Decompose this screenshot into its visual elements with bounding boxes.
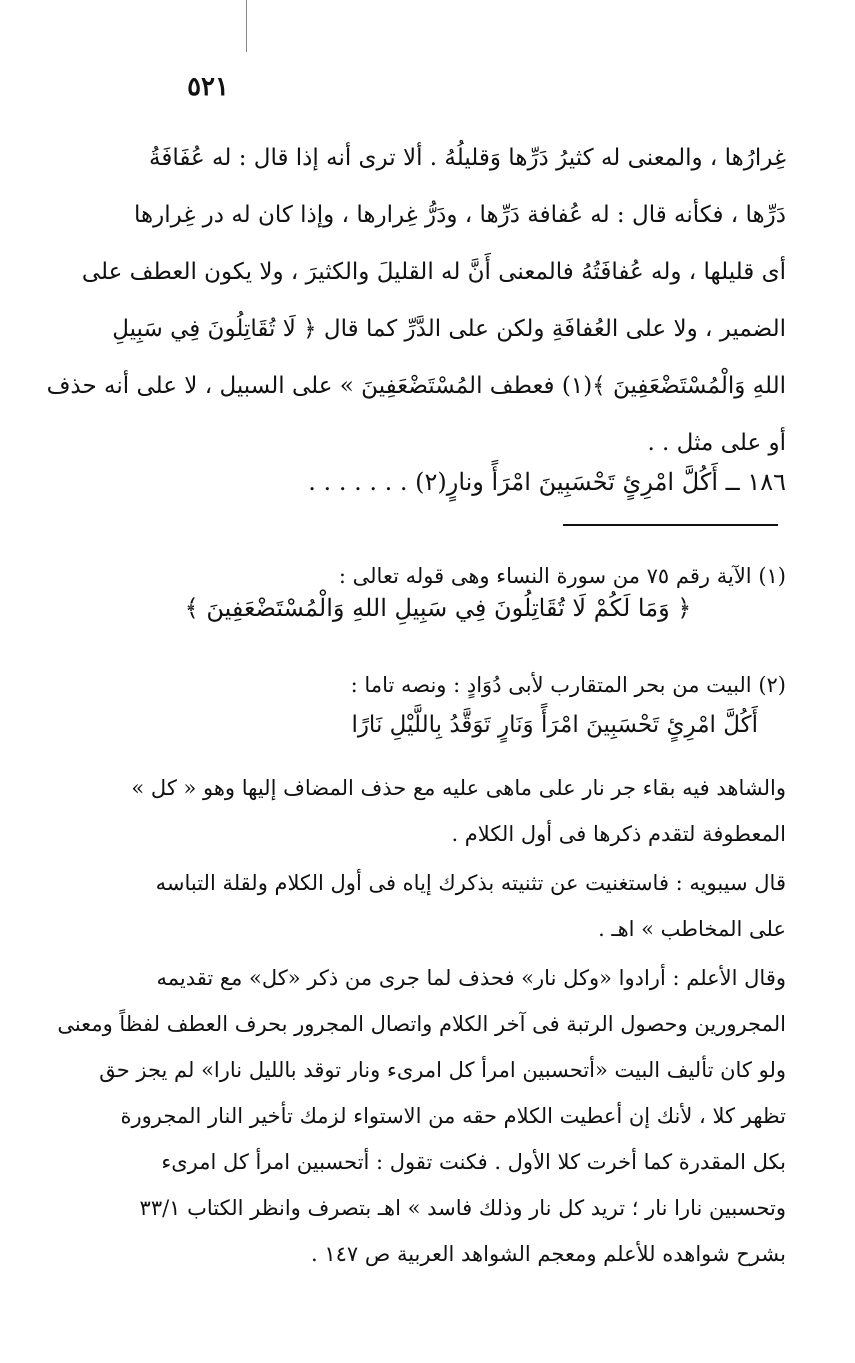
footnote-2-intro: (٢) البيت من بحر المتقارب لأبى دُوَادٍ : ونصه تاما : [350, 673, 786, 697]
footnote-line: والشاهد فيه بقاء جر نار على ماهى عليه مع حذف المضاف إليها وهو « كل » [131, 776, 786, 800]
main-text-line: غِرارُها ، والمعنى له كثيرُ دَرِّها وَقليلُهُ . ألا ترى أنه إذا قال : له عُفَافَةُ [149, 145, 786, 171]
footnote-line: على المخاطب » اهـ . [598, 917, 786, 941]
gutter-line [246, 0, 247, 52]
footnote-line: بكل المقدرة كما أخرت كلا الأول . فكنت تقول : أتحسبين امرأ كل امرىء [161, 1150, 786, 1174]
footnote-line: المعطوفة لتقدم ذكرها فى أول الكلام . [451, 822, 786, 846]
footnote-1-intro: (١) الآية رقم ٧٥ من سورة النساء وهى قوله تعالى : [338, 564, 786, 588]
footnote-2 [118, 662, 786, 708]
alam-quote [57, 955, 786, 1277]
footnote-divider [563, 524, 778, 526]
footnote-line: وقال الأعلم : أرادوا «وكل نار» فحذف لما جرى من ذكر «كل» مع تقديمه [156, 966, 786, 990]
main-text-line: الضمير ، ولا على العُفافَةِ ولكن على الدَّرِّ كما قال ﴿ لَا تُقَاتِلُونَ فِي سَبِيلِ [112, 316, 786, 342]
main-text [46, 130, 786, 472]
sibawayh-quote [118, 860, 786, 952]
footnote-line: ولو كان تأليف البيت «أتحسبين امرأ كل امرىء ونار توقد بالليل نارا» لم يجز حق [99, 1058, 786, 1082]
footnote-2-commentary [118, 765, 786, 857]
footnote-line: تظهر كلا ، لأنك إن أعطيت الكلام حقه من الاستواء لزمك تأخير النار المجرورة [120, 1104, 786, 1128]
main-text-line: أو على مثل . . [647, 430, 786, 456]
footnote-1 [118, 553, 786, 599]
main-text-line: أى قليلها ، وله عُفافَتُهُ فالمعنى أَنَّ له القليلَ والكثيرَ ، ولا يكون العطف على [81, 259, 786, 285]
footnote-line: المجرورين وحصول الرتبة فى آخر الكلام واتصال المجرور بحرف العطف لفظاً ومعنى [57, 1012, 786, 1036]
main-text-line: اللهِ وَالْمُسْتَضْعَفِينَ ﴾(١) فعطف المُسْتَضْعَفِينَ » على السبيل ، لا على أنه حذف [46, 373, 786, 399]
main-text-line: دَرِّها ، فكأنه قال : له عُفافة دَرِّها ، ودَرُّ غِرارها ، وإذا كان له در غِرارها [134, 202, 786, 228]
footnote-1-quran: ﴿ وَمَا لَكُمْ لَا تُقَاتِلُونَ فِي سَبِيلِ اللهِ وَالْمُسْتَضْعَفِينَ ﴾ [184, 594, 692, 622]
footnote-line: قال سيبويه : فاستغنيت عن تثنيته بذكرك إياه فى أول الكلام ولقلة التباسه [155, 871, 786, 895]
page-number: ٥٢١ [187, 72, 229, 102]
verse-186: ١٨٦ ــ أَكُلَّ امْرِئٍ تَحْسَبِينَ امْرَأً ونارٍ(٢) . . . . . . . [308, 468, 786, 496]
footnote-line: بشرح شواهده للأعلم ومعجم الشواهد العربية ص ١٤٧ . [311, 1242, 786, 1266]
footnote-2-verse: أَكُلَّ امْرِئٍ تَحْسَبِينَ امْرَأً وَنَارٍ تَوَقَّدُ بِاللَّيْلِ نَارًا [351, 712, 758, 738]
footnote-line: وتحسبين نارا نار ؛ تريد كل نار وذلك فاسد » اهـ بتصرف وانظر الكتاب ٣٣/١ [139, 1196, 786, 1220]
